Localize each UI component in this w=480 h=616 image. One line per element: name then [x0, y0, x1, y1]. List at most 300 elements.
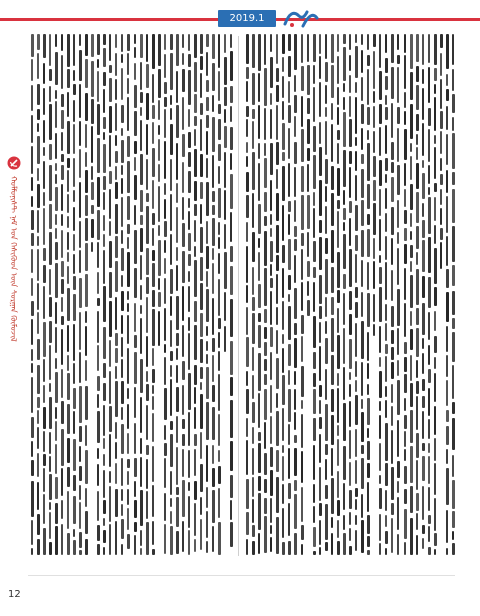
- text-line-segment: [307, 65, 310, 95]
- text-line-segment: [428, 165, 430, 184]
- text-line-segment: [337, 388, 339, 423]
- text-line-segment: [164, 443, 167, 456]
- text-line-segment: [194, 129, 196, 146]
- text-line-segment: [319, 82, 321, 117]
- text-line-segment: [252, 499, 254, 523]
- text-line-segment: [343, 222, 345, 231]
- text-line-segment: [158, 186, 160, 222]
- text-line-segment: [79, 426, 82, 443]
- text-line-segment: [264, 453, 267, 476]
- text-line-segment: [115, 34, 117, 48]
- text-line-segment: [79, 550, 82, 555]
- text-line-segment: [127, 348, 129, 384]
- text-line-segment: [176, 416, 178, 443]
- text-line-segment: [152, 213, 155, 225]
- text-line-segment: [49, 502, 51, 510]
- text-line-segment: [282, 268, 284, 298]
- text-line-segment: [367, 143, 370, 181]
- text-line-segment: [337, 143, 339, 164]
- text-line-segment: [307, 261, 310, 276]
- text-line-segment: [361, 458, 364, 488]
- text-line-segment: [258, 493, 261, 530]
- text-line-segment: [404, 55, 406, 89]
- text-line-segment: [252, 541, 255, 555]
- text-line-segment: [134, 500, 137, 518]
- text-line-segment: [343, 234, 346, 270]
- text-line-segment: [73, 294, 76, 322]
- text-line-segment: [61, 214, 63, 226]
- text-line-segment: [422, 411, 424, 439]
- text-line-segment: [176, 348, 178, 360]
- text-line-segment: [134, 34, 136, 44]
- text-line-segment: [37, 236, 39, 246]
- text-line-segment: [103, 383, 106, 401]
- text-line-segment: [385, 174, 387, 183]
- text-line-segment: [127, 508, 129, 530]
- text-line-segment: [206, 367, 209, 400]
- text-line-segment: [31, 417, 34, 438]
- text-line-segment: [55, 421, 57, 441]
- text-line-segment: [276, 142, 279, 165]
- text-line-segment: [379, 267, 382, 285]
- text-line-segment: [294, 435, 297, 444]
- text-line-segment: [164, 82, 167, 94]
- text-line-segment: [31, 319, 33, 345]
- text-line-segment: [264, 192, 267, 212]
- text-line-segment: [194, 149, 197, 177]
- text-line-segment: [170, 159, 172, 190]
- text-line-segment: [404, 415, 407, 429]
- text-line-segment: [152, 385, 154, 394]
- text-line-segment: [252, 525, 255, 537]
- text-line-segment: [258, 204, 261, 234]
- text-line-segment: [452, 332, 455, 363]
- text-line-segment: [385, 188, 387, 209]
- text-line-segment: [188, 530, 190, 555]
- text-line-segment: [115, 166, 117, 180]
- text-line-segment: [97, 311, 99, 343]
- text-line-segment: [212, 385, 215, 402]
- text-line-segment: [270, 57, 273, 88]
- text-line-segment: [140, 457, 142, 487]
- text-line-segment: [194, 34, 197, 58]
- text-line-segment: [224, 34, 226, 53]
- text-line-segment: [440, 158, 442, 171]
- text-line-segment: [410, 311, 412, 326]
- text-line-segment: [91, 126, 93, 163]
- text-line-segment: [146, 459, 148, 489]
- text-line-segment: [288, 344, 291, 366]
- text-line-segment: [55, 358, 57, 369]
- text-line-segment: [170, 108, 172, 120]
- text-line-segment: [349, 339, 352, 368]
- text-line-segment: [152, 228, 154, 246]
- text-line-segment: [252, 297, 255, 311]
- text-line-segment: [252, 73, 255, 105]
- text-line-segment: [428, 369, 431, 383]
- text-line-segment: [212, 490, 215, 523]
- text-line-segment: [361, 230, 364, 258]
- text-line-segment: [230, 441, 233, 471]
- text-line-segment: [355, 460, 357, 484]
- text-line-segment: [134, 175, 137, 200]
- text-line-segment: [230, 400, 233, 437]
- text-line-segment: [103, 234, 105, 248]
- text-line-segment: [319, 467, 321, 501]
- text-line-segment: [397, 248, 399, 285]
- text-line-segment: [31, 196, 33, 208]
- text-line-segment: [140, 359, 143, 394]
- text-line-segment: [67, 170, 69, 192]
- text-line-segment: [294, 200, 296, 222]
- text-line-segment: [410, 275, 413, 308]
- text-line-segment: [152, 446, 154, 483]
- text-line-segment: [270, 352, 272, 380]
- text-line-segment: [385, 34, 387, 53]
- text-line-segment: [361, 169, 364, 199]
- text-line-segment: [422, 34, 424, 65]
- text-line-segment: [170, 498, 172, 507]
- text-line-segment: [416, 269, 419, 306]
- text-line-segment: [264, 108, 266, 139]
- text-line-segment: [134, 535, 136, 555]
- text-line-segment: [224, 292, 226, 321]
- text-line-segment: [85, 326, 87, 356]
- text-line-segment: [146, 522, 149, 555]
- text-line-segment: [301, 487, 303, 522]
- text-line-segment: [206, 341, 208, 352]
- text-line-segment: [355, 205, 358, 231]
- text-line-segment: [61, 94, 64, 107]
- text-line-segment: [200, 227, 203, 253]
- text-line-segment: [182, 449, 184, 476]
- text-line-segment: [385, 125, 387, 154]
- text-line-segment: [176, 143, 178, 180]
- text-line-segment: [349, 151, 352, 165]
- text-line-segment: [307, 164, 309, 192]
- text-line-segment: [446, 326, 448, 352]
- text-line-segment: [182, 251, 185, 283]
- text-line-segment: [397, 461, 400, 478]
- text-line-segment: [264, 268, 267, 306]
- text-line-segment: [188, 34, 190, 51]
- text-line-segment: [127, 34, 130, 51]
- text-line-segment: [367, 482, 369, 511]
- text-line-segment: [434, 463, 436, 495]
- text-line-segment: [422, 396, 425, 408]
- text-line-segment: [337, 168, 340, 196]
- text-line-segment: [410, 355, 412, 381]
- text-line-segment: [446, 426, 449, 446]
- text-line-segment: [212, 468, 215, 487]
- text-line-segment: [422, 240, 425, 272]
- text-line-segment: [188, 132, 191, 149]
- text-line-segment: [428, 108, 431, 126]
- text-line-segment: [361, 50, 363, 74]
- text-line-segment: [37, 53, 39, 79]
- text-line-segment: [294, 323, 297, 335]
- text-line-segment: [230, 341, 233, 375]
- text-line-segment: [61, 329, 63, 365]
- text-line-segment: [246, 512, 249, 535]
- text-line-segment: [200, 394, 203, 429]
- text-line-segment: [325, 504, 328, 540]
- text-line-segment: [37, 34, 40, 50]
- text-line-segment: [121, 68, 123, 100]
- text-line-segment: [258, 533, 260, 554]
- text-line-segment: [288, 483, 291, 500]
- text-line-segment: [325, 238, 328, 255]
- text-line-segment: [452, 265, 455, 286]
- text-line-segment: [331, 65, 334, 99]
- text-line-segment: [325, 85, 327, 104]
- text-line-segment: [31, 59, 33, 80]
- text-line-segment: [43, 208, 45, 245]
- text-line-segment: [61, 55, 63, 89]
- text-line-segment: [428, 312, 430, 340]
- text-line-segment: [43, 385, 45, 403]
- text-line-segment: [61, 500, 63, 520]
- text-line-segment: [230, 246, 233, 262]
- text-line-segment: [146, 405, 148, 440]
- text-line-segment: [97, 411, 100, 443]
- text-line-segment: [109, 434, 111, 467]
- text-line-segment: [55, 90, 57, 99]
- issue-badge: 2019.1: [218, 10, 276, 27]
- text-line-segment: [319, 34, 321, 54]
- text-line-segment: [391, 34, 394, 63]
- text-line-segment: [349, 34, 351, 50]
- text-line-segment: [313, 418, 316, 441]
- text-line-segment: [67, 438, 70, 463]
- text-line-segment: [49, 269, 51, 295]
- text-line-segment: [85, 511, 88, 533]
- text-line-segment: [343, 515, 345, 531]
- text-line-segment: [385, 58, 388, 74]
- text-line-segment: [373, 156, 376, 177]
- text-line-segment: [343, 34, 346, 44]
- text-line-segment: [103, 215, 105, 232]
- text-line-segment: [182, 480, 185, 517]
- text-line-segment: [391, 103, 393, 138]
- text-line-segment: [276, 450, 279, 471]
- text-line-segment: [270, 278, 273, 288]
- text-line-segment: [331, 103, 333, 120]
- text-line-segment: [294, 288, 297, 319]
- text-line-segment: [121, 291, 124, 311]
- text-line-segment: [264, 498, 267, 514]
- text-line-segment: [158, 139, 160, 161]
- column-divider: [238, 36, 239, 556]
- text-line-segment: [103, 144, 106, 173]
- text-line-segment: [85, 218, 88, 240]
- text-line-segment: [61, 34, 63, 51]
- text-line-segment: [385, 262, 387, 300]
- text-line-segment: [212, 191, 215, 201]
- text-line-segment: [103, 176, 106, 189]
- text-line-segment: [140, 34, 143, 58]
- text-line-segment: [367, 130, 369, 140]
- text-line-segment: [127, 489, 129, 505]
- text-line-segment: [452, 189, 455, 223]
- text-line-segment: [258, 252, 260, 281]
- text-line-segment: [379, 357, 381, 367]
- text-line-segment: [367, 332, 369, 361]
- text-line-segment: [264, 68, 267, 106]
- text-line-segment: [367, 384, 369, 395]
- text-line-segment: [288, 275, 291, 290]
- text-line-segment: [313, 192, 315, 206]
- text-line-segment: [276, 330, 278, 354]
- text-line-segment: [294, 255, 296, 284]
- text-line-segment: [37, 427, 39, 448]
- text-line-segment: [264, 359, 267, 371]
- text-line-segment: [288, 424, 290, 446]
- text-line-segment: [49, 397, 52, 429]
- text-line-segment: [349, 249, 352, 287]
- text-line-segment: [440, 242, 442, 269]
- text-line-segment: [109, 241, 112, 269]
- text-line-segment: [337, 439, 339, 466]
- text-line-segment: [109, 272, 112, 297]
- text-line-segment: [121, 519, 124, 539]
- text-line-segment: [258, 393, 260, 427]
- text-line-segment: [434, 406, 436, 435]
- text-line-segment: [397, 200, 399, 228]
- text-line-segment: [252, 477, 254, 497]
- text-line-segment: [152, 413, 154, 442]
- text-line-segment: [355, 34, 357, 43]
- text-line-segment: [452, 117, 454, 130]
- text-line-segment: [212, 298, 214, 334]
- text-line-segment: [67, 121, 70, 154]
- text-line-segment: [170, 351, 173, 362]
- text-line-segment: [343, 47, 346, 81]
- text-line-segment: [379, 127, 381, 156]
- text-line-segment: [140, 120, 142, 151]
- text-line-segment: [410, 72, 413, 100]
- text-column-left: [28, 32, 233, 557]
- text-line-segment: [385, 548, 387, 555]
- text-line-segment: [325, 297, 327, 317]
- text-line-segment: [43, 120, 45, 143]
- text-line-segment: [121, 197, 123, 227]
- text-line-segment: [212, 155, 214, 187]
- text-line-segment: [206, 541, 208, 553]
- text-line-segment: [355, 488, 358, 497]
- text-line-segment: [282, 445, 284, 453]
- text-line-segment: [103, 405, 105, 436]
- text-line-segment: [270, 34, 272, 52]
- text-line-segment: [404, 92, 406, 107]
- text-line-segment: [134, 47, 136, 58]
- text-line-segment: [31, 481, 34, 517]
- text-line-segment: [230, 299, 233, 336]
- text-line-segment: [140, 62, 142, 90]
- text-line-segment: [67, 69, 70, 87]
- text-line-segment: [270, 416, 272, 444]
- text-line-segment: [164, 258, 166, 275]
- text-line-segment: [31, 548, 33, 555]
- text-line-segment: [301, 249, 303, 279]
- text-line-segment: [440, 208, 442, 226]
- text-line-segment: [301, 166, 304, 192]
- text-line-segment: [276, 274, 278, 304]
- text-line-segment: [176, 296, 179, 330]
- text-line-segment: [188, 198, 190, 208]
- text-line-segment: [37, 410, 39, 424]
- text-line-segment: [85, 243, 88, 270]
- text-line-segment: [140, 92, 143, 102]
- text-line-segment: [349, 546, 352, 555]
- text-line-segment: [373, 51, 375, 88]
- text-line-segment: [140, 490, 143, 526]
- text-line-segment: [397, 328, 399, 355]
- text-line-segment: [264, 342, 267, 357]
- text-line-segment: [146, 193, 149, 203]
- text-line-segment: [258, 325, 261, 348]
- text-line-segment: [331, 166, 334, 190]
- text-line-segment: [355, 302, 358, 318]
- text-line-segment: [158, 225, 160, 236]
- text-line-segment: [164, 141, 166, 178]
- text-line-segment: [230, 34, 232, 48]
- text-line-segment: [200, 313, 203, 337]
- text-line-segment: [385, 356, 387, 382]
- text-line-segment: [49, 542, 52, 555]
- text-line-segment: [313, 208, 315, 238]
- text-line-segment: [337, 425, 339, 436]
- text-line-segment: [115, 422, 117, 439]
- text-line-segment: [422, 173, 425, 199]
- text-line-segment: [109, 524, 111, 555]
- text-line-segment: [434, 336, 437, 353]
- text-line-segment: [31, 85, 33, 111]
- text-line-segment: [200, 497, 202, 516]
- text-line-segment: [337, 252, 340, 289]
- text-line-segment: [355, 235, 358, 251]
- text-line-segment: [43, 528, 46, 555]
- text-line-segment: [146, 297, 148, 333]
- text-line-segment: [331, 230, 334, 263]
- text-line-segment: [43, 454, 46, 466]
- text-line-segment: [337, 107, 339, 125]
- text-line-segment: [61, 261, 64, 278]
- text-line-segment: [313, 527, 316, 548]
- text-line-segment: [319, 400, 321, 414]
- text-line-segment: [391, 207, 394, 235]
- text-line-segment: [440, 111, 443, 129]
- text-line-segment: [276, 307, 278, 326]
- text-line-segment: [140, 438, 142, 455]
- text-line-segment: [282, 348, 284, 373]
- text-line-segment: [182, 53, 184, 65]
- text-line-segment: [121, 230, 123, 244]
- text-line-segment: [212, 117, 215, 152]
- text-line-segment: [282, 542, 285, 555]
- text-line-segment: [391, 67, 394, 99]
- text-line-segment: [49, 345, 51, 380]
- text-line-segment: [331, 478, 334, 514]
- text-line-segment: [200, 182, 203, 199]
- text-line-segment: [252, 232, 255, 262]
- text-line-segment: [61, 524, 63, 555]
- text-line-segment: [355, 499, 357, 509]
- text-line-segment: [397, 232, 399, 244]
- text-line-segment: [230, 106, 232, 123]
- text-line-segment: [194, 434, 197, 446]
- text-line-segment: [31, 177, 33, 190]
